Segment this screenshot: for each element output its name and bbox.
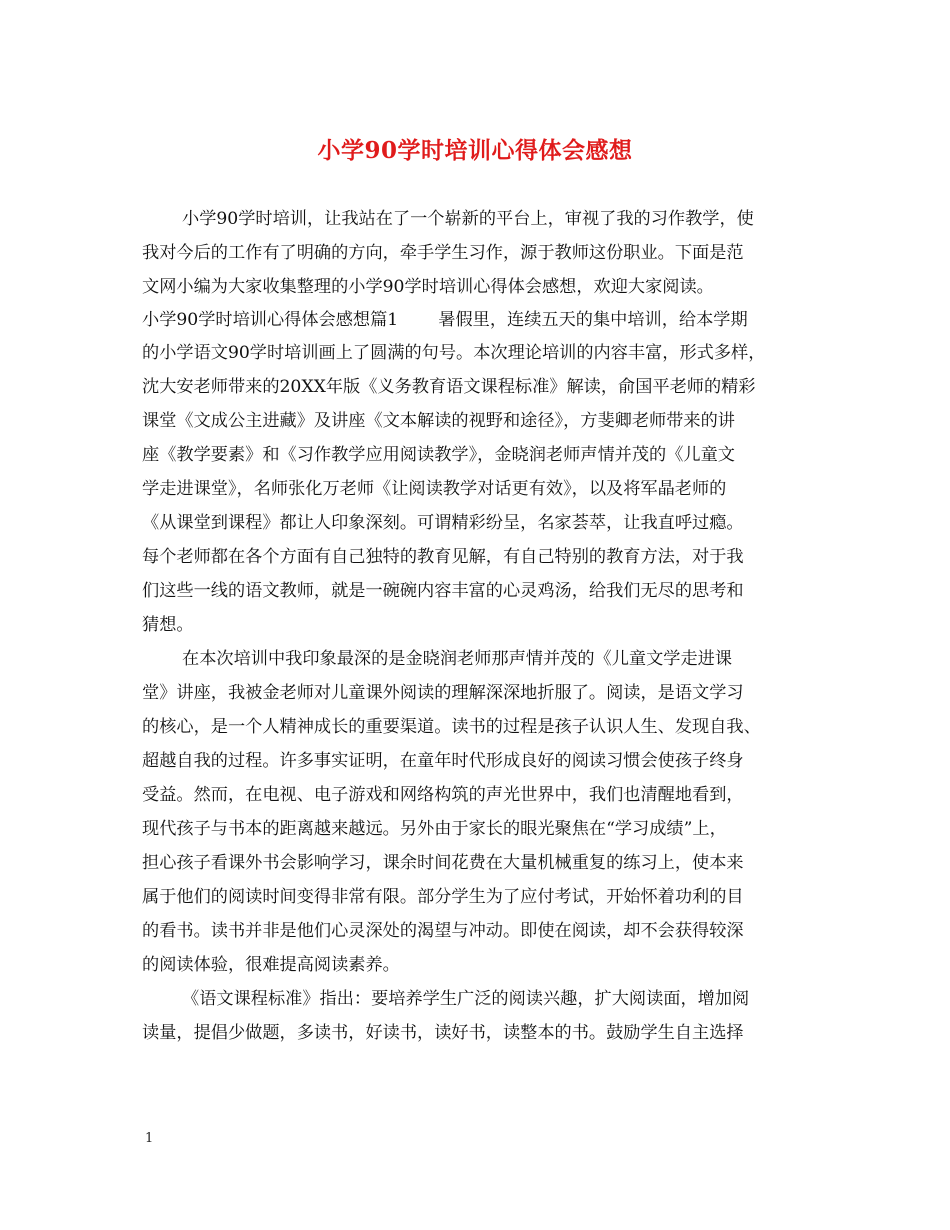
text-line: 的阅读体验，很难提高阅读素养。 — [142, 955, 400, 975]
document-title: 小学90学时培训心得体会感想 — [317, 137, 633, 164]
section-heading-line — [142, 308, 817, 332]
text-line-continuation: 暑假里，连续五天的集中培训，给本学期 — [438, 310, 748, 330]
text-line: 文网小编为大家收集整理的小学90学时培训心得体会感想，欢迎大家阅读。 — [142, 277, 714, 297]
text-line: 现代孩子与书本的距离越来越远。另外由于家长的眼光聚焦在“学习成绩”上， — [142, 819, 727, 839]
text-line: 课堂《文成公主进藏》及讲座《文本解读的视野和途径》，方斐卿老师带来的讲 — [142, 411, 735, 431]
text-line: 的看书。读书并非是他们心灵深处的渴望与冲动。即使在阅读，却不会获得较深 — [142, 921, 744, 941]
text-line: 《从课堂到课程》都让人印象深刻。可谓精彩纷呈，名家荟萃，让我直呼过瘾。 — [142, 513, 744, 533]
text-line: 猜想。 — [142, 615, 194, 635]
page-number: 1 — [145, 1131, 154, 1146]
text-line: 们这些一线的语文教师，就是一碗碗内容丰富的心灵鸡汤，给我们无尽的思考和 — [142, 581, 744, 601]
text-line: 小学90学时培训，让我站在了一个崭新的平台上，审视了我的习作教学，使 — [182, 209, 754, 229]
text-line: 受益。然而，在电视、电子游戏和网络构筑的声光世界中，我们也清醒地看到， — [142, 785, 744, 805]
text-line: 我对今后的工作有了明确的方向，牵手学生习作，源于教师这份职业。下面是范 — [142, 243, 744, 263]
text-line: 超越自我的过程。许多事实证明，在童年时代形成良好的阅读习惯会使孩子终身 — [142, 751, 744, 771]
text-line: 在本次培训中我印象最深的是金晓润老师那声情并茂的《儿童文学走进课 — [182, 649, 733, 669]
text-line: 每个老师都在各个方面有自己独特的教育见解，有自己特别的教育方法，对于我 — [142, 547, 744, 567]
text-line: 学走进课堂》，名师张化万老师《让阅读教学对话更有效》，以及将军晶老师的 — [142, 479, 727, 499]
text-line: 座《教学要素》和《习作教学应用阅读教学》，金晓润老师声情并茂的《儿童文 — [142, 445, 735, 465]
text-line: 堂》讲座，我被金老师对儿童课外阅读的理解深深地折服了。阅读，是语文学习 — [142, 683, 744, 703]
text-line: 的小学语文90学时培训画上了圆满的句号。本次理论培训的内容丰富，形式多样， — [142, 343, 766, 363]
text-line: 属于他们的阅读时间变得非常有限。部分学生为了应付考试，开始怀着功利的目 — [142, 887, 744, 907]
text-line: 沈大安老师带来的20XX年版《义务教育语文课程标准》解读，俞国平老师的精彩 — [142, 377, 756, 397]
section-heading: 小学90学时培训心得体会感想篇1 — [142, 310, 399, 330]
text-line: 的核心，是一个人精神成长的重要渠道。读书的过程是孩子认识人生、发现自我、 — [142, 717, 761, 737]
text-line: 《语文课程标准》指出：要培养学生广泛的阅读兴趣，扩大阅读面，增加阅 — [182, 989, 750, 1009]
text-line: 担心孩子看课外书会影响学习，课余时间花费在大量机械重复的练习上，使本来 — [142, 853, 744, 873]
text-line: 读量，提倡少做题，多读书，好读书，读好书，读整本的书。鼓励学生自主选择 — [142, 1023, 744, 1043]
